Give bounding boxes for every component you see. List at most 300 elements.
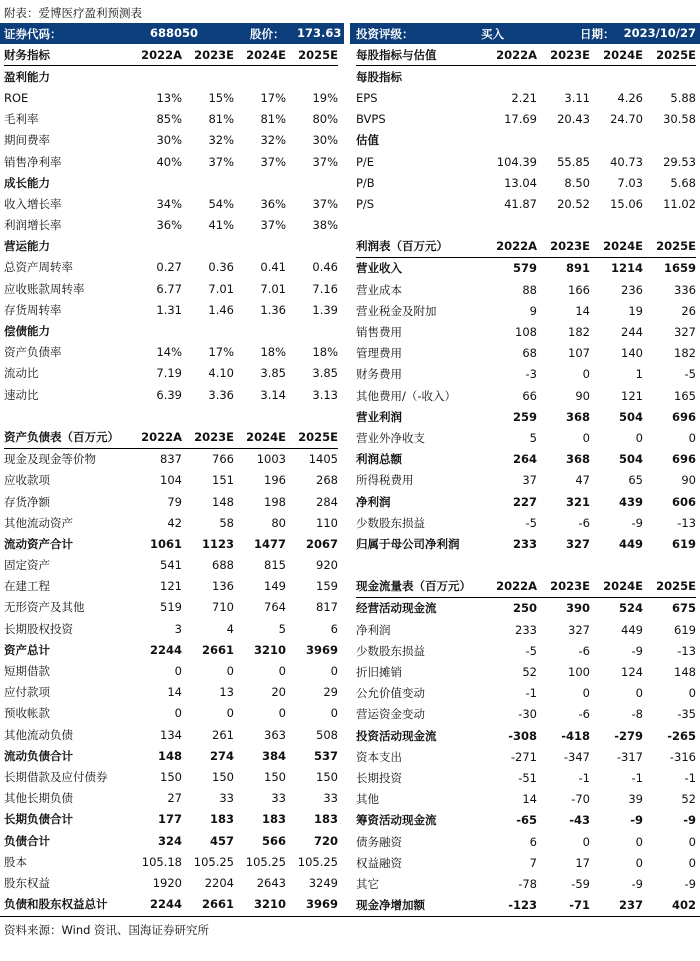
cell-value: 33 xyxy=(323,791,338,806)
table-row xyxy=(4,109,338,130)
row-label: 存货净额 xyxy=(4,494,50,509)
cell-value: 29.53 xyxy=(663,154,696,169)
row-label: 资产负债率 xyxy=(4,345,62,360)
table-row xyxy=(356,385,696,406)
cell-value: 37 xyxy=(522,473,537,488)
cell-value: 7.01 xyxy=(208,281,234,296)
table-header-row xyxy=(356,236,696,258)
cell-value: 39 xyxy=(628,792,643,807)
table-row xyxy=(4,491,338,512)
cell-value: 0.36 xyxy=(208,260,234,275)
cell-value: 259 xyxy=(512,409,537,424)
cell-value: 196 xyxy=(264,473,286,488)
cell-value: 2661 xyxy=(201,897,234,912)
cell-value: -9 xyxy=(684,876,696,891)
row-label: 营业税金及附加 xyxy=(356,303,437,318)
cell-value: 764 xyxy=(264,600,286,615)
cell-value: 104 xyxy=(160,473,182,488)
cell-value: 88 xyxy=(522,282,537,297)
cell-value: 105.25 xyxy=(193,854,234,869)
cell-value: 619 xyxy=(671,536,696,551)
cell-value: 384 xyxy=(261,748,286,763)
cell-value: 32% xyxy=(208,133,234,148)
cell-value: 20.52 xyxy=(557,196,590,211)
cell-value: 2022A xyxy=(496,47,537,62)
cell-value: 2024E xyxy=(603,579,643,594)
left-column xyxy=(4,44,338,915)
table-row xyxy=(4,512,338,533)
cell-value: 150 xyxy=(212,769,234,784)
cell-value: 2204 xyxy=(204,875,234,890)
row-label: P/E xyxy=(356,154,375,169)
table-row xyxy=(356,640,696,661)
table-row xyxy=(356,258,696,279)
cell-value: 2025E xyxy=(656,47,696,62)
cell-value: 7.19 xyxy=(156,366,182,381)
row-label: 净利润 xyxy=(356,622,391,637)
cell-value: 17 xyxy=(575,855,590,870)
cell-value: 2025E xyxy=(298,47,338,62)
cell-value: 121 xyxy=(621,388,643,403)
row-label: 无形资产及其他 xyxy=(4,600,85,615)
cell-value: 15.06 xyxy=(610,196,643,211)
cell-value: 537 xyxy=(313,748,338,763)
row-label: 长期投资 xyxy=(356,770,402,785)
cell-value: 17% xyxy=(260,90,286,105)
section-heading xyxy=(4,236,338,257)
cell-value: 2023E xyxy=(194,47,234,62)
cell-value: 121 xyxy=(160,579,182,594)
cell-value: 449 xyxy=(621,622,643,637)
table-row xyxy=(4,384,338,405)
row-label: 应收账款周转率 xyxy=(4,281,85,296)
row-label: 流动比 xyxy=(4,366,39,381)
row-label: 期间费率 xyxy=(4,133,50,148)
table-row xyxy=(4,660,338,681)
table-row xyxy=(356,683,696,704)
row-label: ROE xyxy=(4,90,29,105)
table-row xyxy=(4,639,338,660)
table-row xyxy=(356,109,696,130)
table-row xyxy=(4,299,338,320)
table-row xyxy=(4,449,338,470)
cell-value: -43 xyxy=(569,813,590,828)
cell-value: -5 xyxy=(525,643,537,658)
cell-value: 14% xyxy=(156,345,182,360)
table-row xyxy=(4,724,338,745)
cell-value: 7 xyxy=(529,855,537,870)
row-label: 流动负债合计 xyxy=(4,748,73,763)
cell-value: 0 xyxy=(688,855,696,870)
row-label: 少数股东损益 xyxy=(356,515,425,530)
cell-value: 1.39 xyxy=(312,302,338,317)
cell-value: 33 xyxy=(271,791,286,806)
cell-value: 7.01 xyxy=(260,281,286,296)
table-row xyxy=(356,87,696,108)
cell-value: 0 xyxy=(582,686,590,701)
source-note: 资料来源：Wind 资讯、国海证券研究所 xyxy=(4,923,210,937)
table-row xyxy=(356,619,696,640)
cell-value: -6 xyxy=(578,643,590,658)
cell-value: 1.46 xyxy=(208,302,234,317)
cell-value: -65 xyxy=(516,813,537,828)
table-row xyxy=(4,363,338,384)
cell-value: -1 xyxy=(631,770,643,785)
cell-value: 13% xyxy=(156,90,182,105)
cell-value: -6 xyxy=(578,707,590,722)
cell-value: -78 xyxy=(518,876,537,891)
cell-value: 20 xyxy=(271,685,286,700)
cell-value: 2022A xyxy=(141,47,182,62)
cell-value: 2024E xyxy=(603,47,643,62)
cell-value: 14 xyxy=(575,303,590,318)
cell-value: -9 xyxy=(631,876,643,891)
row-label: 营运资金变动 xyxy=(356,707,425,722)
cell-value: 274 xyxy=(209,748,234,763)
table-row xyxy=(356,512,696,533)
cell-value: 696 xyxy=(671,409,696,424)
row-label: 流动资产合计 xyxy=(4,536,73,551)
cell-value: 0 xyxy=(226,706,234,721)
cell-value: 33 xyxy=(219,791,234,806)
cell-value: 24.70 xyxy=(610,112,643,127)
row-label: 长期负债合计 xyxy=(4,812,73,827)
cell-value: 0 xyxy=(174,664,182,679)
cell-value: 2022A xyxy=(141,429,182,444)
row-label: 销售费用 xyxy=(356,325,402,340)
section-heading xyxy=(4,66,338,87)
cell-value: 3249 xyxy=(308,875,338,890)
table-row xyxy=(4,87,338,108)
section-heading xyxy=(356,66,696,87)
table-header-row xyxy=(356,576,696,598)
cell-value: 2023E xyxy=(194,429,234,444)
spacer-row xyxy=(4,405,338,426)
table-row xyxy=(4,872,338,893)
table-row xyxy=(356,810,696,831)
cell-value: 1920 xyxy=(152,875,182,890)
row-label: 短期借款 xyxy=(4,664,50,679)
row-label: 营运能力 xyxy=(4,239,50,254)
cell-value: 3969 xyxy=(305,642,338,657)
cell-value: 165 xyxy=(674,388,696,403)
cell-value: 1659 xyxy=(663,261,696,276)
cell-value: 1477 xyxy=(253,536,286,551)
cell-value: 85% xyxy=(156,112,182,127)
cell-value: 606 xyxy=(671,494,696,509)
cell-value: 0 xyxy=(278,664,286,679)
row-label: 固定资产 xyxy=(4,558,50,573)
row-label: 预收帐款 xyxy=(4,706,50,721)
cell-value: 227 xyxy=(512,494,537,509)
cell-value: 3.14 xyxy=(260,387,286,402)
cell-value: 110 xyxy=(316,515,338,530)
section-heading xyxy=(4,172,338,193)
cell-value: 336 xyxy=(674,282,696,297)
table-row xyxy=(4,618,338,639)
cell-value: 5 xyxy=(529,430,537,445)
cell-value: -59 xyxy=(571,876,590,891)
cell-value: 34% xyxy=(156,196,182,211)
cell-value: 177 xyxy=(157,812,182,827)
cell-value: 9 xyxy=(529,303,537,318)
table-row xyxy=(356,746,696,767)
cell-value: 37% xyxy=(312,196,338,211)
section-heading xyxy=(4,320,338,341)
cell-value: 3 xyxy=(174,621,182,636)
cell-value: 17% xyxy=(208,345,234,360)
cell-value: 368 xyxy=(565,409,590,424)
cell-value: 1003 xyxy=(256,452,286,467)
cell-value: 1.36 xyxy=(260,302,286,317)
cell-value: 136 xyxy=(212,579,234,594)
row-label: 筹资活动现金流 xyxy=(356,813,437,828)
table-row xyxy=(4,342,338,363)
cell-value: -265 xyxy=(667,728,696,743)
row-label: 管理费用 xyxy=(356,346,402,361)
date-label: 日期： xyxy=(580,27,615,41)
bottom-rule xyxy=(0,916,700,917)
cell-value: 0 xyxy=(582,834,590,849)
cell-value: 13 xyxy=(219,685,234,700)
cell-value: 2023E xyxy=(550,239,590,254)
table-row xyxy=(356,831,696,852)
cell-value: 182 xyxy=(568,325,590,340)
cell-value: 3.13 xyxy=(312,387,338,402)
cell-value: 29 xyxy=(323,685,338,700)
cell-value: 817 xyxy=(316,600,338,615)
row-label: 股本 xyxy=(4,854,27,869)
row-label: 资产总计 xyxy=(4,642,50,657)
header-bar xyxy=(0,23,700,44)
cell-value: 105.25 xyxy=(297,854,338,869)
cell-value: 2023E xyxy=(550,47,590,62)
cell-value: 140 xyxy=(621,346,643,361)
cell-value: -30 xyxy=(518,707,537,722)
cell-value: 2025E xyxy=(298,429,338,444)
table-row xyxy=(356,300,696,321)
cell-value: 0 xyxy=(688,834,696,849)
row-label: 总资产周转率 xyxy=(4,260,73,275)
cell-value: 920 xyxy=(316,558,338,573)
cell-value: -418 xyxy=(561,728,590,743)
cell-value: 508 xyxy=(316,727,338,742)
cell-value: 80 xyxy=(271,515,286,530)
cell-value: 2022A xyxy=(496,239,537,254)
cell-value: 327 xyxy=(568,622,590,637)
cell-value: 6 xyxy=(529,834,537,849)
cell-value: 815 xyxy=(264,558,286,573)
table-row xyxy=(356,279,696,300)
table-row xyxy=(356,491,696,512)
spacer-row xyxy=(356,215,696,236)
cell-value: 183 xyxy=(313,812,338,827)
row-label: 归属于母公司净利润 xyxy=(356,536,460,551)
cell-value: 183 xyxy=(261,812,286,827)
row-label: 每股指标与估值 xyxy=(356,47,437,62)
cell-value: 6 xyxy=(330,621,338,636)
cell-value: 837 xyxy=(160,452,182,467)
row-label: 经营活动现金流 xyxy=(356,601,437,616)
cell-value: 2023E xyxy=(550,579,590,594)
cell-value: -8 xyxy=(631,707,643,722)
cell-value: 37% xyxy=(260,154,286,169)
code-label: 证券代码： xyxy=(4,27,62,41)
cell-value: 696 xyxy=(671,452,696,467)
table-row xyxy=(4,682,338,703)
cell-value: 0 xyxy=(278,706,286,721)
bar-gap xyxy=(344,23,350,44)
cell-value: 37% xyxy=(260,218,286,233)
cell-value: 284 xyxy=(316,494,338,509)
cell-value: 90 xyxy=(681,473,696,488)
price-label: 股价： xyxy=(250,27,285,41)
cell-value: 37% xyxy=(312,154,338,169)
row-label: 折旧摊销 xyxy=(356,665,402,680)
table-row xyxy=(4,278,338,299)
cell-value: 264 xyxy=(512,452,537,467)
cell-value: 19% xyxy=(312,90,338,105)
table-row xyxy=(4,830,338,851)
row-label: 其他 xyxy=(356,792,379,807)
row-label: 权益融资 xyxy=(356,855,402,870)
row-label: 现金流量表（百万元） xyxy=(356,579,471,594)
cell-value: 30.58 xyxy=(663,112,696,127)
table-row xyxy=(4,130,338,151)
table-row xyxy=(356,427,696,448)
row-label: 其他长期负债 xyxy=(4,791,73,806)
cell-value: 2244 xyxy=(149,642,182,657)
row-label: BVPS xyxy=(356,112,386,127)
cell-value: 41.87 xyxy=(504,196,537,211)
cell-value: 2244 xyxy=(149,897,182,912)
cell-value: 79 xyxy=(167,494,182,509)
cell-value: 261 xyxy=(212,727,234,742)
cell-value: -347 xyxy=(563,749,590,764)
cell-value: 30% xyxy=(156,133,182,148)
cell-value: 541 xyxy=(160,558,182,573)
cell-value: 17.69 xyxy=(504,112,537,127)
table-row xyxy=(356,449,696,470)
cell-value: 58 xyxy=(219,515,234,530)
cell-value: 766 xyxy=(212,452,234,467)
cell-value: 124 xyxy=(621,665,643,680)
cell-value: -51 xyxy=(518,770,537,785)
cell-value: 40.73 xyxy=(610,154,643,169)
report-date: 2023/10/27 xyxy=(623,26,696,40)
cell-value: 688 xyxy=(212,558,234,573)
cell-value: -9 xyxy=(683,813,696,828)
cell-value: 5.68 xyxy=(670,175,696,190)
cell-value: 244 xyxy=(621,325,643,340)
cell-value: -3 xyxy=(525,367,537,382)
row-label: 资本支出 xyxy=(356,749,402,764)
stock-code: 688050 xyxy=(150,26,199,40)
row-label: 负债和股东权益总计 xyxy=(4,897,108,912)
table-caption: 附表：爱博医疗盈利预测表 xyxy=(4,6,142,20)
cell-value: -308 xyxy=(508,728,537,743)
cell-value: 0 xyxy=(688,430,696,445)
cell-value: 324 xyxy=(157,833,182,848)
cell-value: 0 xyxy=(635,855,643,870)
table-row xyxy=(4,597,338,618)
row-label: 营业成本 xyxy=(356,282,402,297)
row-label: 收入增长率 xyxy=(4,196,62,211)
cell-value: 38% xyxy=(312,218,338,233)
cell-value: 1214 xyxy=(610,261,643,276)
row-label: 债务融资 xyxy=(356,834,402,849)
row-label: 利润表（百万元） xyxy=(356,239,448,254)
cell-value: 6.39 xyxy=(156,387,182,402)
row-label: 现金及现金等价物 xyxy=(4,452,96,467)
row-label: 存货周转率 xyxy=(4,302,62,317)
cell-value: 0 xyxy=(174,706,182,721)
cell-value: 524 xyxy=(618,601,643,616)
cell-value: 55.85 xyxy=(557,154,590,169)
cell-value: 2025E xyxy=(656,579,696,594)
row-label: 负债合计 xyxy=(4,833,50,848)
cell-value: -1 xyxy=(578,770,590,785)
cell-value: 2025E xyxy=(656,239,696,254)
cell-value: 41% xyxy=(208,218,234,233)
cell-value: -13 xyxy=(677,643,696,658)
cell-value: 363 xyxy=(264,727,286,742)
cell-value: 14 xyxy=(522,792,537,807)
cell-value: 3210 xyxy=(253,897,286,912)
cell-value: 504 xyxy=(618,409,643,424)
cell-value: 105.25 xyxy=(245,854,286,869)
cell-value: 150 xyxy=(160,769,182,784)
table-row xyxy=(356,151,696,172)
cell-value: 36% xyxy=(260,196,286,211)
table-row xyxy=(4,151,338,172)
row-label: P/S xyxy=(356,196,375,211)
cell-value: 36% xyxy=(156,218,182,233)
row-label: 盈利能力 xyxy=(4,69,50,84)
cell-value: 6.77 xyxy=(156,281,182,296)
cell-value: 5.88 xyxy=(670,90,696,105)
right-column xyxy=(356,44,696,916)
table-row xyxy=(4,788,338,809)
cell-value: 2024E xyxy=(603,239,643,254)
spacer-row xyxy=(356,555,696,576)
cell-value: 327 xyxy=(565,536,590,551)
cell-value: 30% xyxy=(312,133,338,148)
cell-value: -6 xyxy=(578,515,590,530)
table-row xyxy=(356,598,696,619)
rating-value: 买入 xyxy=(481,27,504,41)
cell-value: 236 xyxy=(621,282,643,297)
row-label: 应收款项 xyxy=(4,473,50,488)
cell-value: 0 xyxy=(226,664,234,679)
cell-value: 149 xyxy=(264,579,286,594)
cell-value: 107 xyxy=(568,346,590,361)
table-row xyxy=(356,725,696,746)
row-label: 在建工程 xyxy=(4,579,50,594)
table-row xyxy=(356,172,696,193)
cell-value: 13.04 xyxy=(504,175,537,190)
cell-value: 32% xyxy=(260,133,286,148)
cell-value: 3969 xyxy=(305,897,338,912)
cell-value: 20.43 xyxy=(557,112,590,127)
cell-value: 40% xyxy=(156,154,182,169)
cell-value: -317 xyxy=(616,749,643,764)
table-row xyxy=(356,661,696,682)
cell-value: 0.41 xyxy=(260,260,286,275)
row-label: 营业利润 xyxy=(356,409,402,424)
cell-value: 52 xyxy=(522,665,537,680)
row-label: 资产负债表（百万元） xyxy=(4,429,119,444)
